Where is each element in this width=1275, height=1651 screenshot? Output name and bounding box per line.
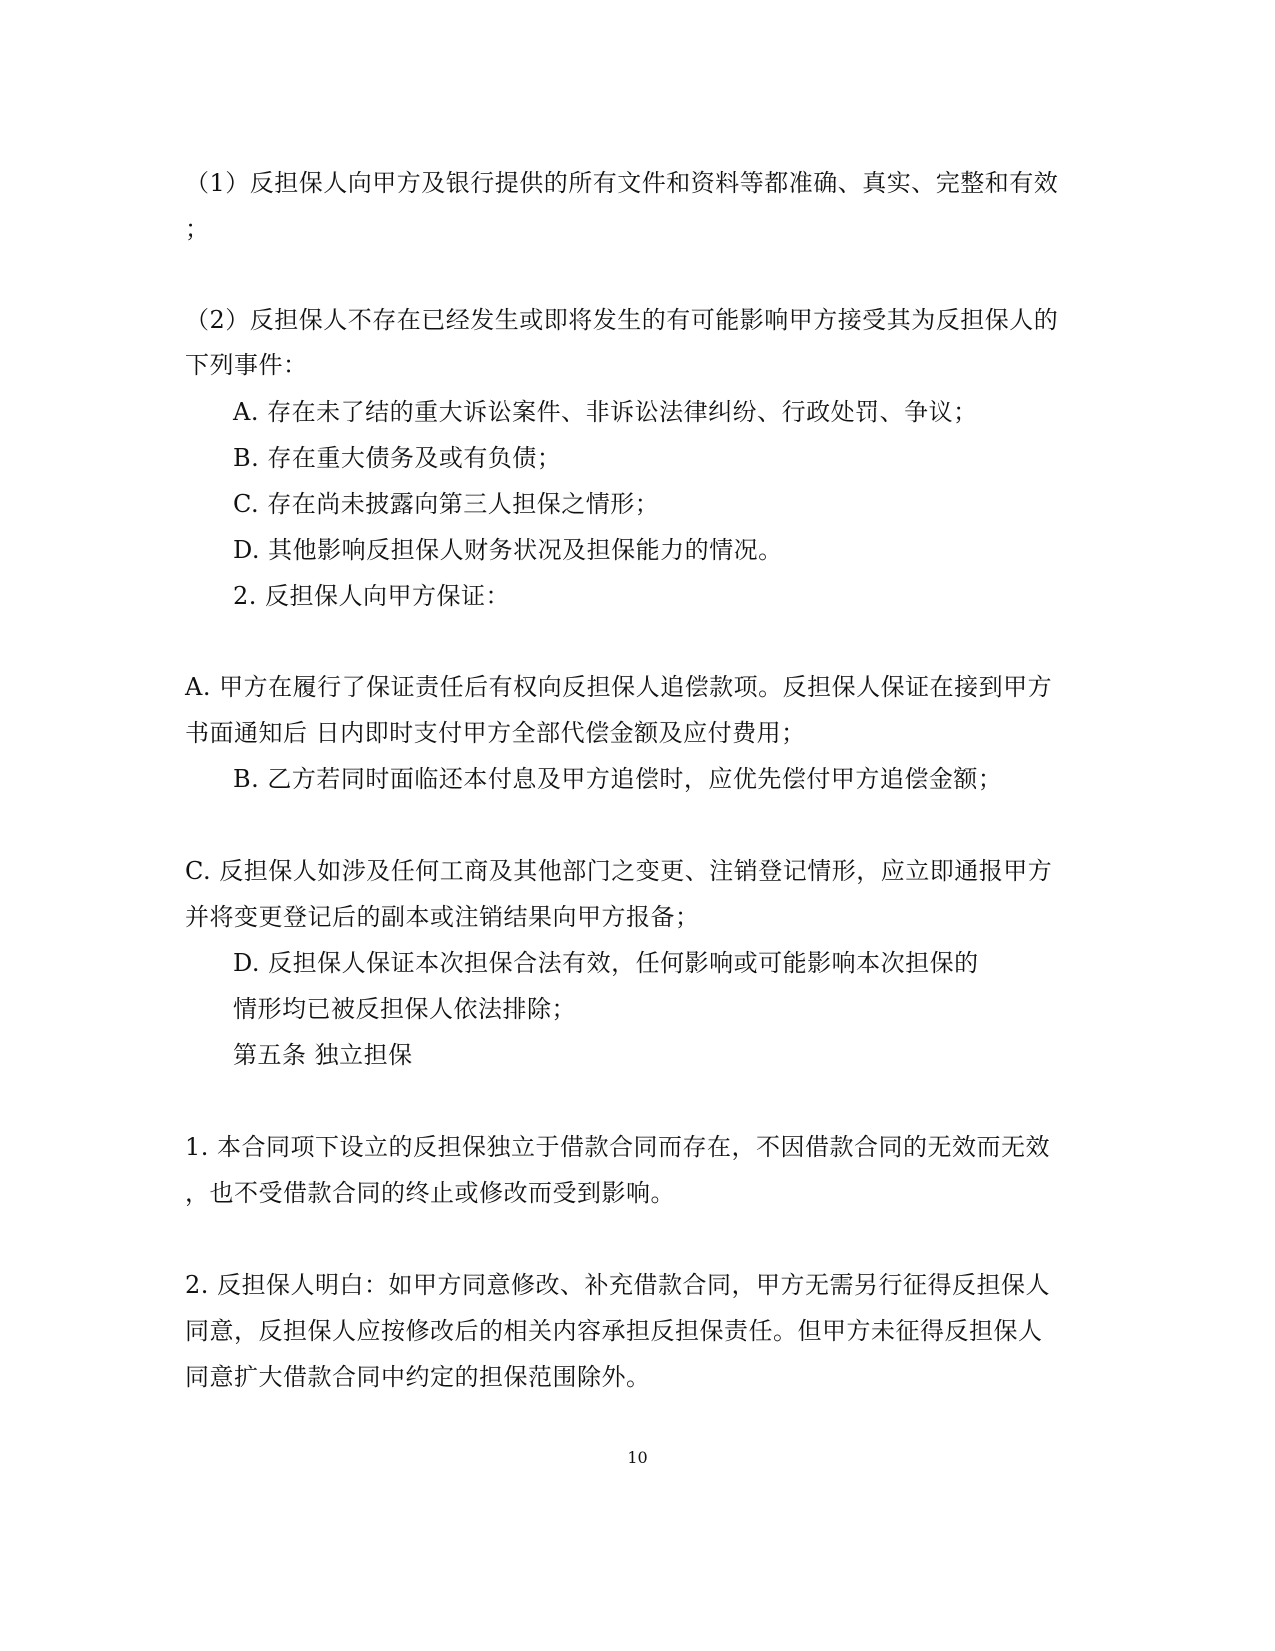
paragraph-line: 下列事件： (185, 351, 308, 379)
paragraph-line: C. 反担保人如涉及任何工商及其他部门之变更、注销登记情形，应立即通报甲方 (185, 857, 1053, 885)
paragraph-line: 1. 本合同项下设立的反担保独立于借款合同而存在，不因借款合同的无效而无效 (185, 1133, 1051, 1161)
section-heading: 第五条 独立担保 (233, 1041, 413, 1069)
list-item: B. 乙方若同时面临还本付息及甲方追偿时，应优先偿付甲方追偿金额； (233, 765, 1003, 793)
page-number: 10 (627, 1448, 648, 1467)
paragraph-line: （1）反担保人向甲方及银行提供的所有文件和资料等都准确、真实、完整和有效 (185, 169, 1059, 197)
list-item: 2. 反担保人向甲方保证： (233, 582, 511, 610)
list-item: C. 存在尚未披露向第三人担保之情形； (233, 490, 660, 518)
list-item: 情形均已被反担保人依法排除； (233, 995, 576, 1023)
paragraph-line: 同意，反担保人应按修改后的相关内容承担反担保责任。但甲方未征得反担保人 (185, 1317, 1043, 1345)
paragraph-line: 并将变更登记后的副本或注销结果向甲方报备； (185, 903, 700, 931)
paragraph-line: ； (185, 215, 210, 243)
paragraph-line: 同意扩大借款合同中约定的担保范围除外。 (185, 1363, 651, 1391)
paragraph-line: A. 甲方在履行了保证责任后有权向反担保人追偿款项。反担保人保证在接到甲方 (185, 673, 1053, 701)
list-item: A. 存在未了结的重大诉讼案件、非诉讼法律纠纷、行政处罚、争议； (233, 398, 978, 426)
list-item: D. 反担保人保证本次担保合法有效，任何影响或可能影响本次担保的 (233, 949, 979, 977)
paragraph-line: 书面通知后 日内即时支付甲方全部代偿金额及应付费用； (185, 719, 806, 747)
paragraph-line: ，也不受借款合同的终止或修改而受到影响。 (185, 1179, 675, 1207)
list-item: D. 其他影响反担保人财务状况及担保能力的情况。 (233, 536, 783, 564)
paragraph-line: 2. 反担保人明白：如甲方同意修改、补充借款合同，甲方无需另行征得反担保人 (185, 1271, 1051, 1299)
list-item: B. 存在重大债务及或有负债； (233, 444, 562, 472)
paragraph-line: （2）反担保人不存在已经发生或即将发生的有可能影响甲方接受其为反担保人的 (185, 306, 1059, 334)
